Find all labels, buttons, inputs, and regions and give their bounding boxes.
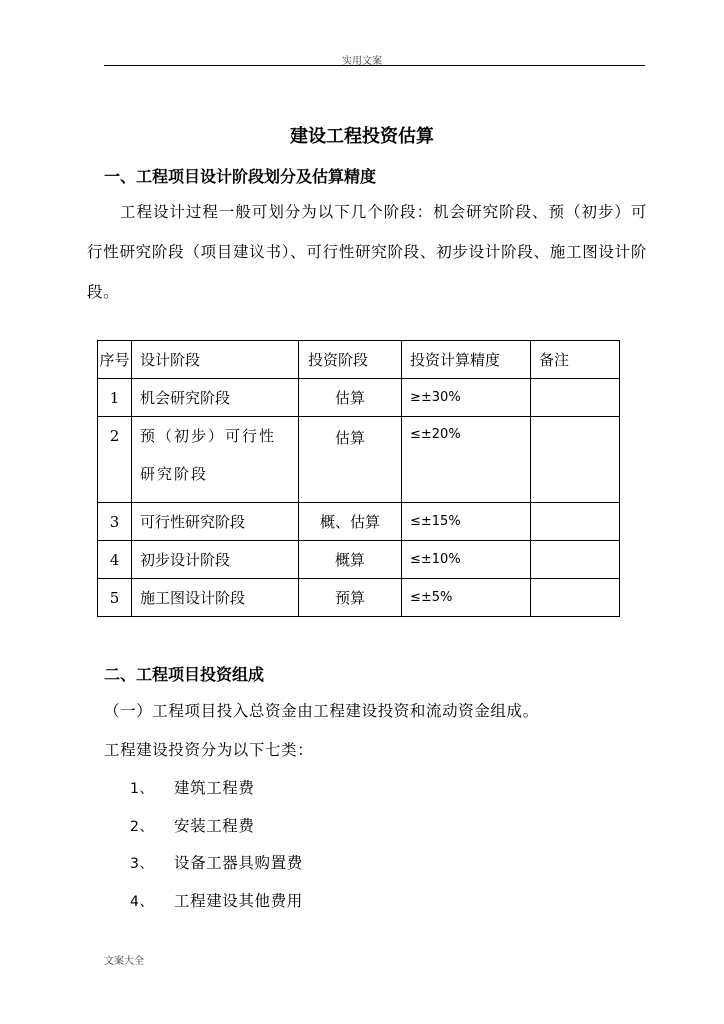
row-note [531, 417, 620, 503]
row-note [531, 379, 620, 417]
page-footer: 文案大全 [104, 956, 144, 967]
header-rule [104, 65, 645, 66]
row-number: 3 [98, 503, 132, 541]
table-row [98, 503, 620, 541]
section2-heading: 二、工程项目投资组成 [104, 665, 265, 684]
row-stage: 机会研究阶段 [132, 379, 299, 417]
list-item-text: 工程建设其他费用 [174, 892, 303, 910]
row-accuracy: ≤±10% [402, 541, 531, 579]
row-type: 估算 [299, 379, 402, 417]
list-item [130, 889, 303, 911]
row-type: 概、估算 [299, 503, 402, 541]
row-accuracy: ≤±20% [402, 417, 531, 503]
row-accuracy: ≥±30% [402, 379, 531, 417]
row-type: 预算 [299, 579, 402, 617]
section1-heading: 一、工程项目设计阶段划分及估算精度 [104, 167, 377, 186]
table-row [98, 379, 620, 417]
table-header-cell: 投资阶段 [299, 341, 402, 379]
document-title: 建设工程投资估算 [290, 126, 434, 147]
list-item-text: 建筑工程费 [174, 779, 255, 797]
row-number: 4 [98, 541, 132, 579]
list-item [130, 776, 255, 798]
stage-accuracy-table [97, 340, 620, 617]
list-item-number: 2、 [130, 819, 155, 835]
row-stage: 可行性研究阶段 [132, 503, 299, 541]
row-type: 概算 [299, 541, 402, 579]
row-accuracy: ≤±5% [402, 579, 531, 617]
row-number: 5 [98, 579, 132, 617]
section1-paragraph: 工程设计过程一般可划分为以下几个阶段：机会研究阶段、预（初步）可行性研究阶段（项目建议书）、可行性研究阶段、初步设计阶段、施工图设计阶段。 [87, 203, 647, 301]
list-item-number: 4、 [130, 894, 155, 910]
table-row [98, 417, 620, 503]
section2-line1: （一）工程项目投入总资金由工程建设投资和流动资金组成。 [104, 702, 539, 720]
table-row [98, 541, 620, 579]
row-type: 估算 [299, 417, 402, 503]
page-header: 实用文案 [342, 56, 382, 67]
row-number: 1 [98, 379, 132, 417]
row-stage: 施工图设计阶段 [132, 579, 299, 617]
table-header-cell: 备注 [531, 341, 620, 379]
table-header-row [98, 341, 620, 379]
row-number: 2 [98, 417, 132, 503]
row-stage: 初步设计阶段 [132, 541, 299, 579]
row-note [531, 579, 620, 617]
table-header-cell: 序号 [98, 341, 132, 379]
list-item [130, 814, 255, 836]
list-item-number: 1、 [130, 781, 155, 797]
table-row [98, 579, 620, 617]
list-item-text: 安装工程费 [174, 817, 255, 835]
row-note [531, 541, 620, 579]
row-note [531, 503, 620, 541]
row-accuracy: ≤±15% [402, 503, 531, 541]
table-header-cell: 设计阶段 [132, 341, 299, 379]
list-item-number: 3、 [130, 856, 155, 872]
table-header-cell: 投资计算精度 [402, 341, 531, 379]
row-stage: 预（初步）可行性研究阶段 [132, 417, 299, 503]
list-item [130, 851, 303, 873]
section2-line2: 工程建设投资分为以下七类： [104, 741, 314, 759]
list-item-text: 设备工器具购置费 [174, 854, 303, 872]
